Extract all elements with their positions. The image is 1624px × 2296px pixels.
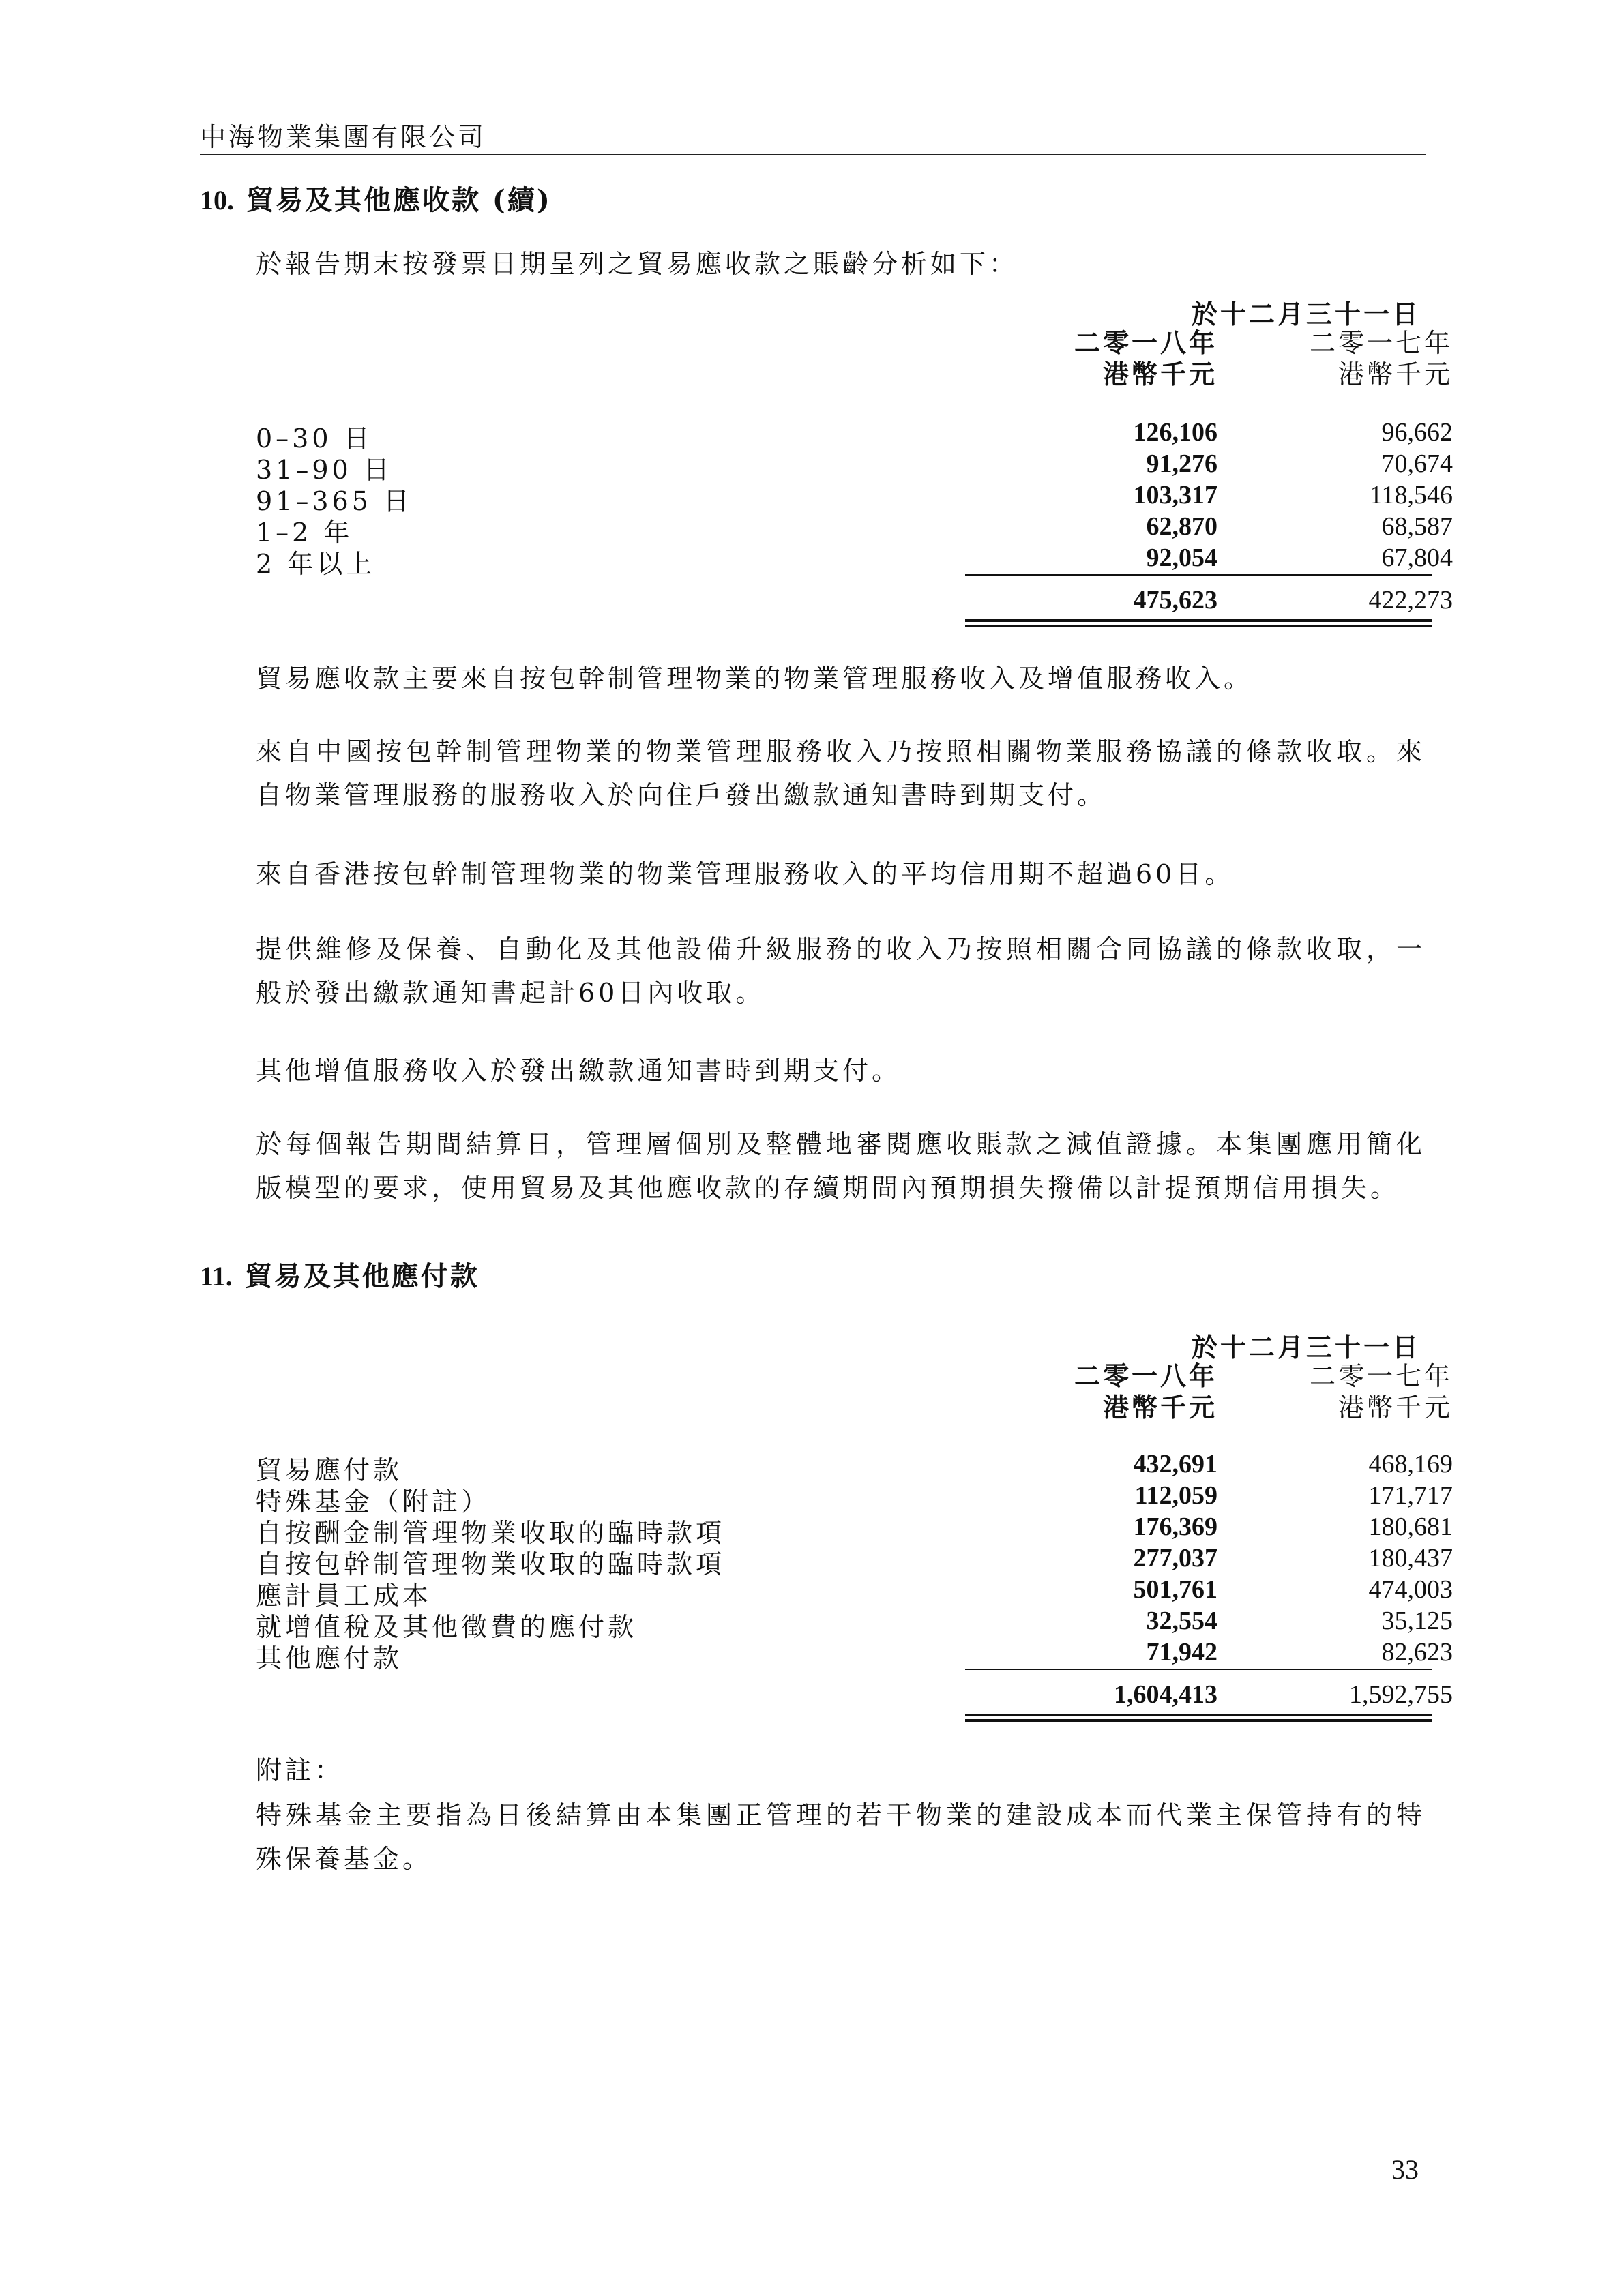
row-label: 應計員工成本 bbox=[256, 1581, 432, 1611]
row-value-2018: 112,059 bbox=[1134, 1481, 1217, 1510]
col-header-year: 二零一七年 bbox=[1309, 1361, 1453, 1391]
table-row bbox=[256, 1480, 1453, 1517]
col-header-year: 二零一八年 bbox=[1074, 1360, 1217, 1391]
header-company-name: 中海物業集團有限公司 bbox=[200, 122, 487, 152]
col-header-2017 bbox=[1228, 327, 1453, 390]
total-value-2018: 1,604,413 bbox=[1114, 1680, 1217, 1709]
row-value-2018: 71,942 bbox=[1146, 1638, 1217, 1667]
section-10-paragraph: 提供維修及保養、自動化及其他設備升級服務的收入乃按照相關合同協議的條款收取，一般於發出繳款通知書起計60日內收取。 bbox=[256, 934, 1426, 1008]
note-text: 特殊基金主要指為日後結算由本集團正管理的若干物業的建設成本而代業主保管持有的特殊保養基金。 bbox=[256, 1800, 1426, 1874]
row-label: 特殊基金（附註） bbox=[256, 1487, 491, 1517]
page-number: 33 bbox=[1391, 2154, 1419, 2185]
section-11-title: 貿易及其他應付款 bbox=[244, 1260, 479, 1292]
subtotal-rule bbox=[965, 574, 1432, 576]
row-value-2018: 126,106 bbox=[1133, 418, 1217, 447]
note-label: 附註： bbox=[256, 1755, 344, 1785]
table-row bbox=[256, 417, 1453, 453]
row-label: 自按包幹制管理物業收取的臨時款項 bbox=[256, 1549, 726, 1579]
table-row bbox=[256, 1543, 1453, 1579]
row-label: 0–30 日 bbox=[256, 423, 373, 453]
col-header-year: 二零一八年 bbox=[1074, 327, 1217, 358]
row-value-2017: 70,674 bbox=[1381, 449, 1453, 478]
row-label: 31–90 日 bbox=[256, 455, 393, 485]
row-value-2017: 180,437 bbox=[1368, 1544, 1453, 1572]
row-value-2017: 474,003 bbox=[1368, 1575, 1453, 1604]
col-header-2018 bbox=[992, 1360, 1217, 1423]
subtotal-rule bbox=[965, 1669, 1432, 1670]
row-value-2017: 171,717 bbox=[1368, 1481, 1453, 1510]
row-value-2017: 96,662 bbox=[1381, 418, 1453, 447]
table-row bbox=[256, 511, 1453, 548]
row-value-2018: 501,761 bbox=[1133, 1575, 1217, 1604]
section-11-number: 11. bbox=[200, 1261, 233, 1292]
section-10-paragraph: 來自香港按包幹制管理物業的物業管理服務收入的平均信用期不超過60日。 bbox=[256, 859, 1235, 889]
row-value-2017: 68,587 bbox=[1381, 512, 1453, 541]
section-10-paragraph: 於每個報告期間結算日，管理層個別及整體地審閱應收賬款之減值證據。本集團應用簡化版模型的要求，使用貿易及其他應收款的存續期間內預期損失撥備以計提預期信用損失。 bbox=[256, 1129, 1426, 1203]
section-10-paragraph: 貿易應收款主要來自按包幹制管理物業的物業管理服務收入及增值服務收入。 bbox=[256, 664, 1254, 694]
header-divider bbox=[200, 154, 1426, 155]
col-header-2018 bbox=[992, 327, 1217, 390]
row-value-2017: 118,546 bbox=[1369, 481, 1453, 509]
row-value-2018: 91,276 bbox=[1146, 449, 1217, 478]
row-value-2018: 103,317 bbox=[1133, 481, 1217, 509]
col-header-unit: 港幣千元 bbox=[1338, 359, 1453, 389]
table-row bbox=[256, 449, 1453, 485]
section-10-title: 貿易及其他應收款 (續) bbox=[246, 184, 552, 216]
table-total-row bbox=[256, 585, 1453, 616]
table-row bbox=[256, 1449, 1453, 1485]
row-label: 就增值稅及其他徵費的應付款 bbox=[256, 1612, 638, 1642]
total-value-2017: 422,273 bbox=[1368, 586, 1453, 614]
total-value-2018: 475,623 bbox=[1133, 586, 1217, 614]
row-value-2018: 277,037 bbox=[1133, 1544, 1217, 1572]
table-row bbox=[256, 480, 1453, 516]
total-double-rule bbox=[965, 619, 1432, 627]
table-date-header: 於十二月三十一日 bbox=[1191, 1332, 1421, 1362]
table-row bbox=[256, 1606, 1453, 1642]
row-value-2018: 62,870 bbox=[1146, 512, 1217, 541]
section-10-number: 10. bbox=[200, 185, 234, 215]
row-value-2017: 82,623 bbox=[1381, 1638, 1453, 1667]
row-label: 其他應付款 bbox=[256, 1643, 403, 1673]
section-10-paragraph: 其他增值服務收入於發出繳款通知書時到期支付。 bbox=[256, 1056, 902, 1086]
row-label: 自按酬金制管理物業收取的臨時款項 bbox=[256, 1518, 726, 1548]
table-row bbox=[256, 1637, 1453, 1673]
row-value-2017: 67,804 bbox=[1381, 543, 1453, 572]
row-value-2018: 176,369 bbox=[1133, 1512, 1217, 1541]
row-value-2017: 180,681 bbox=[1368, 1512, 1453, 1541]
total-value-2017: 1,592,755 bbox=[1349, 1680, 1453, 1709]
section-10-heading bbox=[200, 179, 552, 218]
col-header-unit: 港幣千元 bbox=[1338, 1392, 1453, 1422]
row-value-2018: 32,554 bbox=[1146, 1607, 1217, 1635]
row-value-2018: 432,691 bbox=[1133, 1450, 1217, 1478]
row-value-2017: 35,125 bbox=[1381, 1607, 1453, 1635]
section-10-paragraph: 來自中國按包幹制管理物業的物業管理服務收入乃按照相關物業服務協議的條款收取。來自物業管理服務的服務收入於向住戶發出繳款通知書時到期支付。 bbox=[256, 736, 1426, 810]
section-11-heading bbox=[200, 1255, 479, 1294]
col-header-2017 bbox=[1228, 1360, 1453, 1423]
row-value-2017: 468,169 bbox=[1368, 1450, 1453, 1478]
row-label: 2 年以上 bbox=[256, 549, 376, 579]
row-value-2018: 92,054 bbox=[1146, 543, 1217, 572]
col-header-unit: 港幣千元 bbox=[1102, 359, 1217, 389]
total-double-rule bbox=[965, 1714, 1432, 1722]
table-row bbox=[256, 1512, 1453, 1548]
section-10-intro: 於報告期末按發票日期呈列之貿易應收款之賬齡分析如下： bbox=[256, 249, 1019, 279]
table-date-header: 於十二月三十一日 bbox=[1191, 299, 1421, 329]
col-header-year: 二零一七年 bbox=[1309, 328, 1453, 358]
table-row bbox=[256, 1575, 1453, 1611]
table-row bbox=[256, 543, 1453, 579]
row-label: 貿易應付款 bbox=[256, 1455, 403, 1485]
row-label: 1–2 年 bbox=[256, 518, 353, 548]
row-label: 91–365 日 bbox=[256, 486, 413, 516]
col-header-unit: 港幣千元 bbox=[1102, 1392, 1217, 1422]
table-total-row bbox=[256, 1680, 1453, 1711]
